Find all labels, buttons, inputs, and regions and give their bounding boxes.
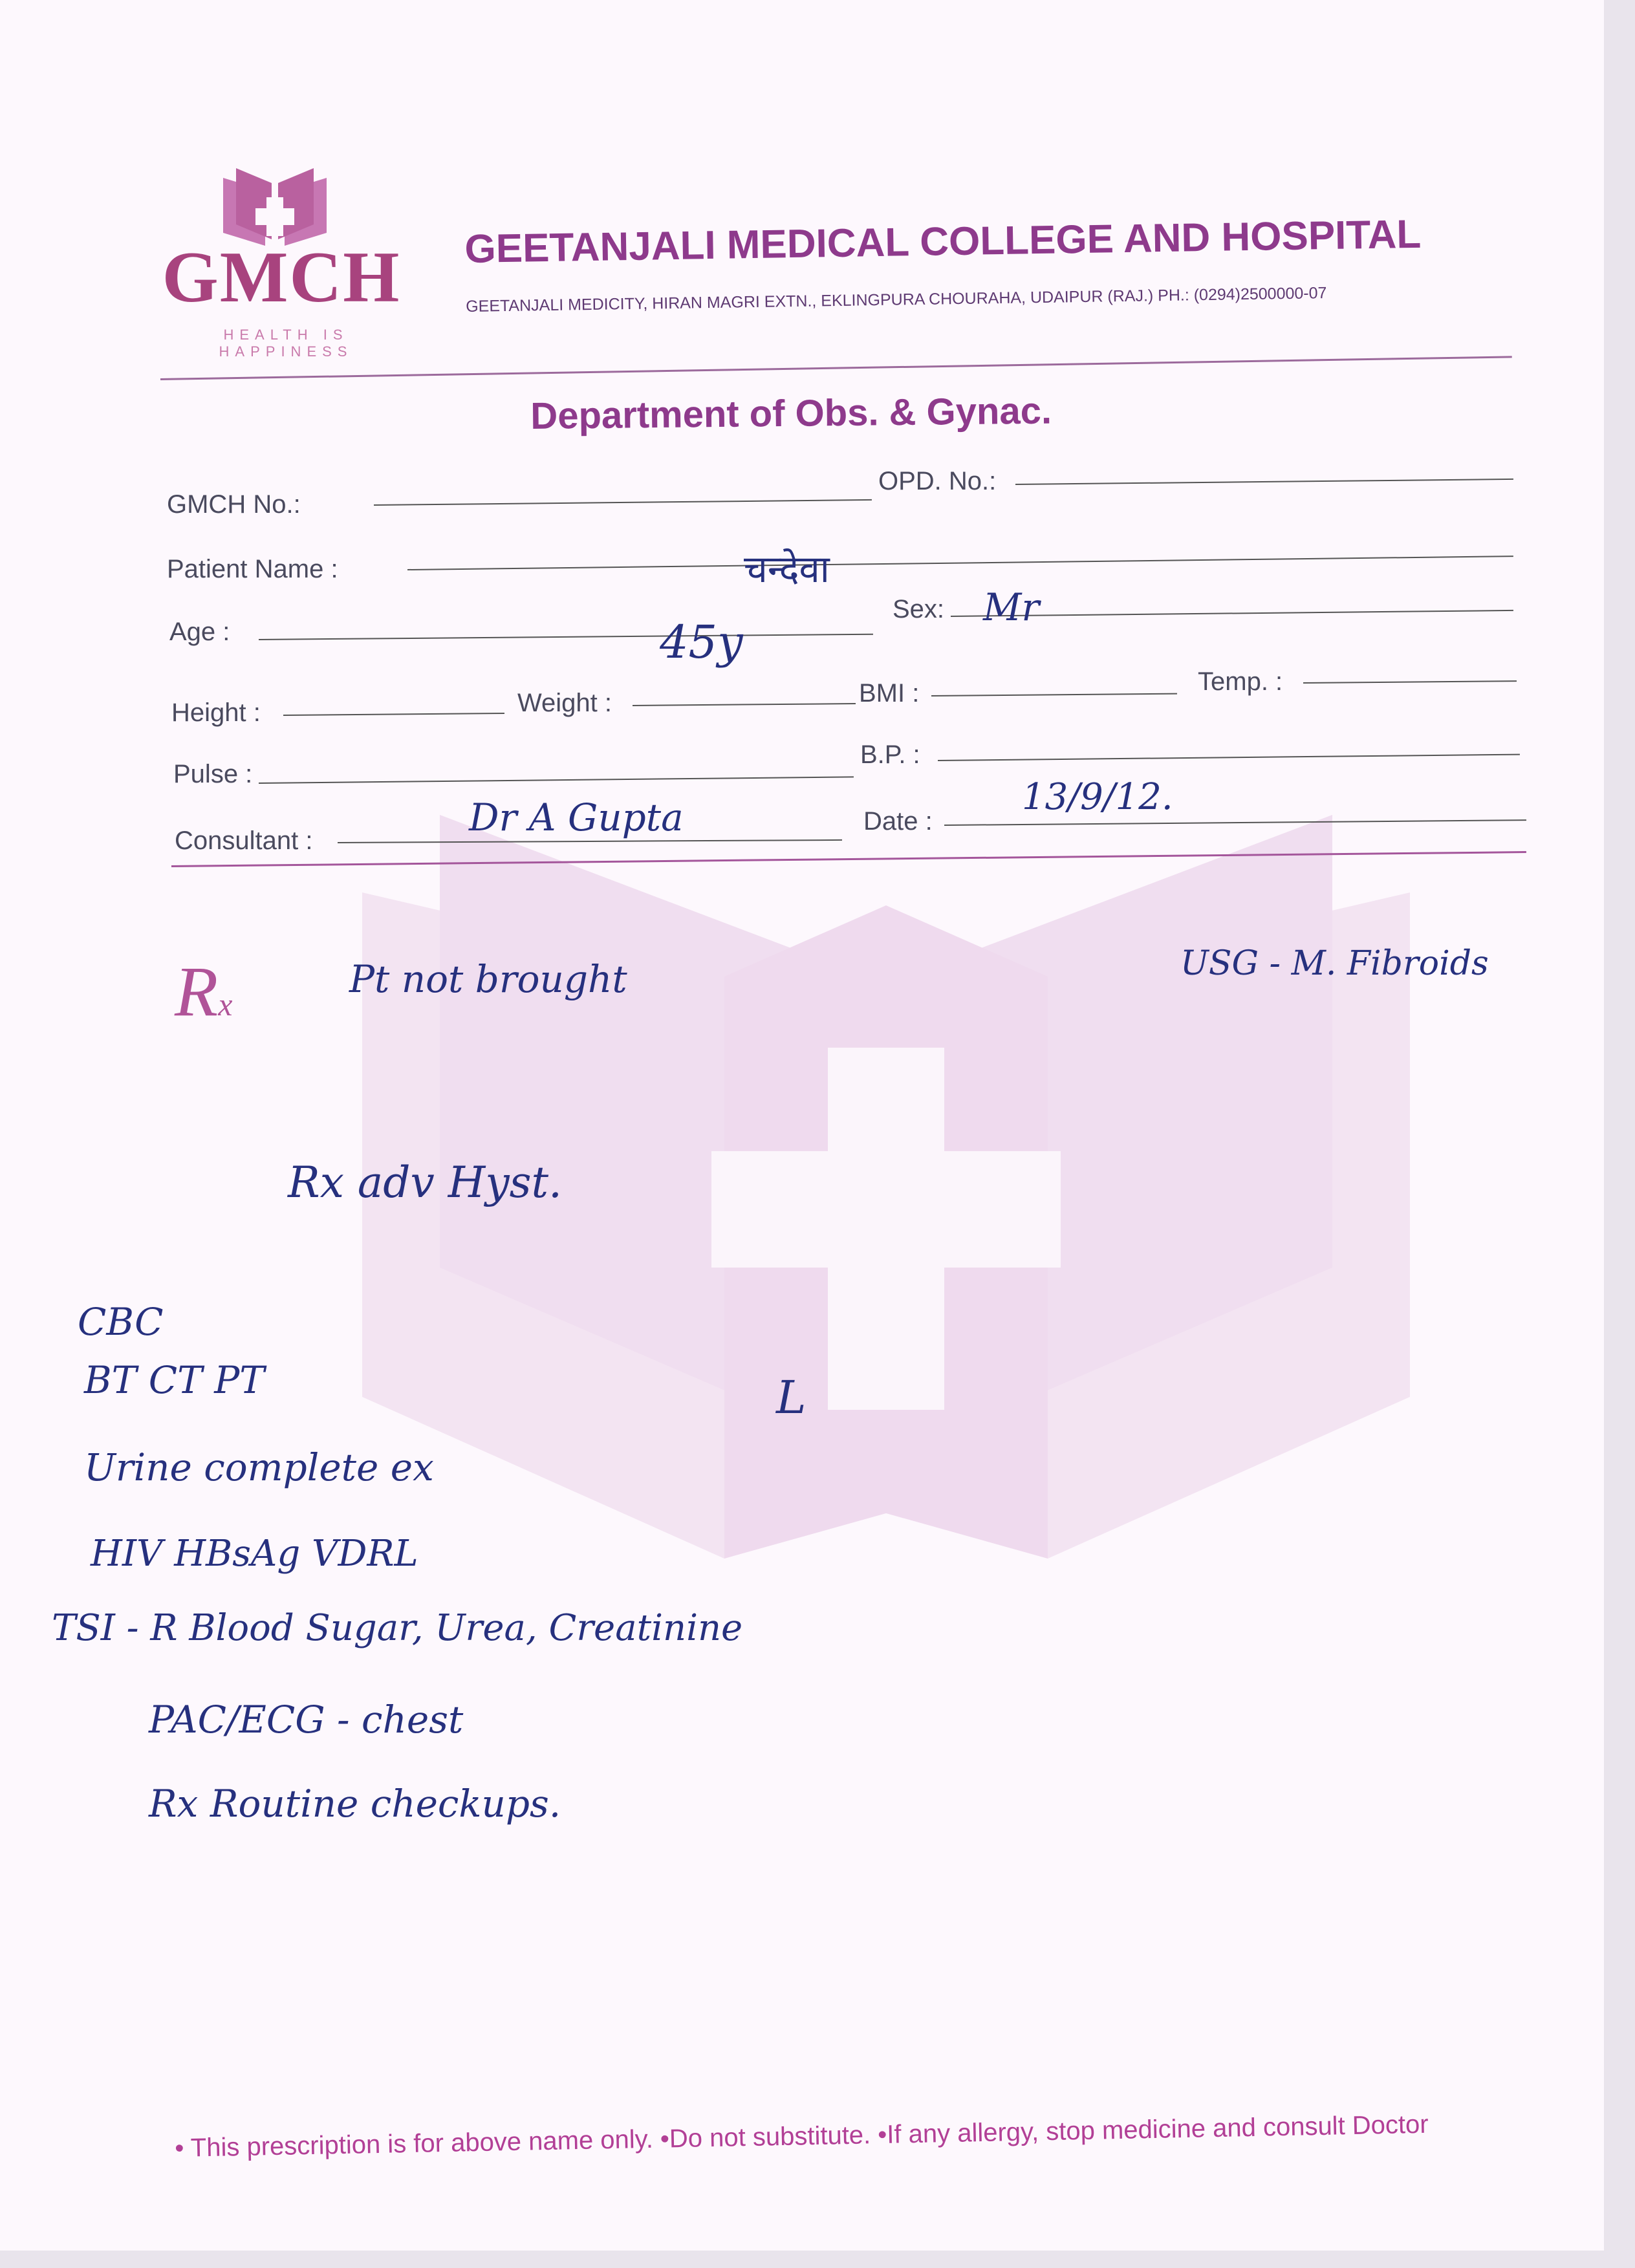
age-label: Age : [169,618,230,646]
order-item: HIV HBsAg VDRL [91,1533,418,1575]
order-item: Urine complete ex [84,1445,434,1489]
order-item: TSI - R Blood Sugar, Urea, Creatinine [52,1607,743,1649]
sex-value: Mr [983,585,1040,629]
order-item: Rx Routine checkups. [149,1782,561,1826]
rx-symbol [175,951,232,1033]
opd-no-label: OPD. No.: [878,467,997,495]
rx-note-right: USG - M. Fibroids [1180,944,1489,983]
order-item: CBC [78,1300,164,1344]
tick-mark: L [776,1371,807,1424]
consultant-value: Dr A Gupta [469,795,684,839]
patient-name-field [407,556,1513,570]
order-item: BT CT PT [84,1358,265,1402]
pulse-label: Pulse : [173,760,253,788]
bmi-field [931,693,1177,697]
date-value: 13/9/12. [1022,776,1173,818]
sex-label: Sex: [893,595,945,623]
gmch-no-label: GMCH No.: [167,490,301,519]
patient-name-value: चन्देवा [744,547,830,591]
temp-field [1303,680,1517,684]
footer-disclaimer: • This prescription is for above name only. •Do not substitute. •If any allergy, stop medicine and consult Doctor [175,2110,1429,2163]
gmch-no-field [374,499,872,506]
rx-letter: R [175,952,219,1031]
logo-wordmark: GMCH [162,237,401,318]
patient-name-label: Patient Name : [167,555,338,583]
rx-subscript: x [218,986,233,1022]
bp-field [938,754,1520,761]
logo-tagline: HEALTH IS HAPPINESS [219,327,353,360]
order-item: PAC/ECG - chest [149,1698,464,1742]
age-value: 45y [660,616,743,669]
age-field [259,634,873,640]
bp-label: B.P. : [860,740,920,769]
weight-label: Weight : [517,689,612,717]
hospital-name: GEETANJALI MEDICAL COLLEGE AND HOSPITAL [464,211,1422,272]
pulse-field [259,776,854,784]
height-label: Height : [171,698,261,727]
date-label: Date : [863,807,933,836]
height-field [283,713,504,716]
bmi-label: BMI : [859,679,920,707]
rx-note-left: Pt not brought [349,957,627,1001]
department-title: Department of Obs. & Gynac. [530,389,1052,437]
rx-plan: Rx adv Hyst. [288,1158,562,1207]
consultant-label: Consultant : [175,826,313,855]
gmch-logo [155,165,407,360]
temp-label: Temp. : [1198,667,1283,696]
weight-field [633,703,856,706]
hospital-address: GEETANJALI MEDICITY, HIRAN MAGRI EXTN., EKLINGPURA CHOURAHA, UDAIPUR (RAJ.) PH.: (0294)2500000-07 [466,284,1327,316]
opd-no-field [1015,479,1513,485]
